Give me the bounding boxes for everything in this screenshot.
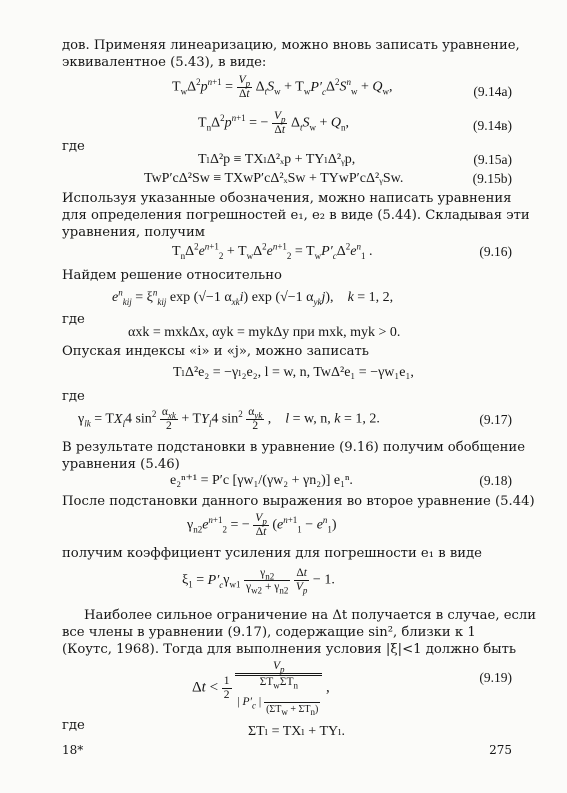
equation-9-18: e₂ⁿ⁺¹ = P′c [γw₁/(γw₂ + γn₂)] e₁ⁿ. [170,473,353,488]
equation-alpha: αxk = mxkΔx, αyk = mykΔy при mxk, myk > 0. [128,325,401,340]
equation-gamma-n2: $\gamma_{n2}e^{n+1}_2$ = − $\frac{V_p}{\Delta t}$ $(e^{n+1}_1 - e^n_1)$ [187,512,337,538]
equation-number: (9.14в) [473,118,512,133]
paragraph-line: уравнения, получим [62,225,205,240]
paragraph-line: где [62,389,85,404]
equation-number: (9.14a) [473,84,512,99]
paragraph-line: Используя указанные обозначения, можно написать уравнения [62,191,512,206]
paragraph-line: получим коэффициент усиления для погрешности e₁ в виде [62,546,482,561]
equation-9-19: Δt < $\frac{1}{2}$ $V_p$ $\Sigma T_w\Sigma T_n$ | $P'_c$ | $(\Sigma T_w + \Sigma T_n)$ , [192,660,330,717]
equation-9-17: $\gamma_{lk} = TX_l4$ $\sin^2$ $\frac{\alpha_{xk}}{2}$ + $TY_l4$ $\sin^2$ $\frac{\alpha_{yk}}{2}$ , l = w, n, k = 1, 2. [78,406,380,432]
paragraph-line: В результате подстановки в уравнение (9.16) получим обобщение [62,440,526,455]
equation-number: (9.17) [479,412,512,427]
equation-sum: ΣTₗ = TXₗ + TYₗ. [248,724,346,739]
equation-9-14a: $T_w\Delta^2p^{n+1}$ = $\frac{V_p}{\Delta t}$ $\Delta_tS_w + T_wP'_c\Delta^2S^n_w + Q_w$, [172,74,393,100]
equation-number: (9.15a) [473,152,512,167]
equation-number: (9.19) [479,670,512,685]
equation-9-15a: TₗΔ²p ≡ TXₗΔ²ₓp + TYₗΔ²ᵧp, [198,152,356,167]
paragraph-line: где [62,312,85,327]
equation-9-16: $T_n\Delta^2e^{n+1}_2 + T_w\Delta^2e^{n+1}_2 = T_wP'_c\Delta^2e^n_1$ . [172,241,373,261]
paragraph-line: где [62,718,85,733]
paragraph-line: все члены в уравнении (9.17), содержащие sin², близки к 1 [62,625,476,640]
equation-number: (9.16) [479,244,512,259]
equation-9-14b: $T_n\Delta^2p^{n+1}$ = − $\frac{V_p}{\Delta t}$ $\Delta_tS_w + Q_n$, [198,110,350,136]
paragraph-line: дов. Применяя линеаризацию, можно вновь записать уравнение, [62,38,520,53]
equation-reduced: TₗΔ²e₂ = −γₗ₂e₂, l = w, n, TwΔ²e₁ = −γw₁e₁, [173,365,414,380]
paragraph-line: (Коутс, 1968). Тогда для выполнения условия |ξ|<1 должно быть [62,642,517,657]
equation-number: (9.15b) [472,171,512,186]
page-number: 275 [489,743,512,757]
equation-9-15b: TwP′cΔ²Sw ≡ TXwP′cΔ²ₓSw + TYwP′cΔ²ᵧSw. [144,171,404,186]
paragraph-line: где [62,139,85,154]
equation-number: (9.18) [479,473,512,488]
paragraph-line: эквивалентное (5.43), в виде: [62,55,267,70]
equation-amplification: $\xi_1 = P'_c\gamma_{w1}$ $\frac{\gamma_{n2}}{\gamma_{w2} + \gamma_{n2}}$ $\frac{\Delta t}{V_p}$ − 1. [182,567,335,596]
paragraph-line: для определения погрешностей e₁, e₂ в виде (5.44). Складывая эти [62,208,530,223]
paragraph-line: Найдем решение относительно [62,268,282,283]
printer-signature: 18* [62,743,84,757]
paragraph-line: После подстановки данного выражения во второе уравнение (5.44) [62,494,535,509]
paragraph-line: Опуская индексы «i» и «j», можно записать [62,344,369,359]
document-page [62,0,537,793]
equation-solution: $e^n_{kij} = \xi^n_{kij}$ exp (√−1 $\alpha_{xk}i$) exp (√−1 $\alpha_{yk}j$), k = 1, 2, [112,287,394,307]
paragraph-line: Наиболее сильное ограничение на Δt получается в случае, если [84,608,537,623]
paragraph-line: уравнения (5.46) [62,457,180,472]
